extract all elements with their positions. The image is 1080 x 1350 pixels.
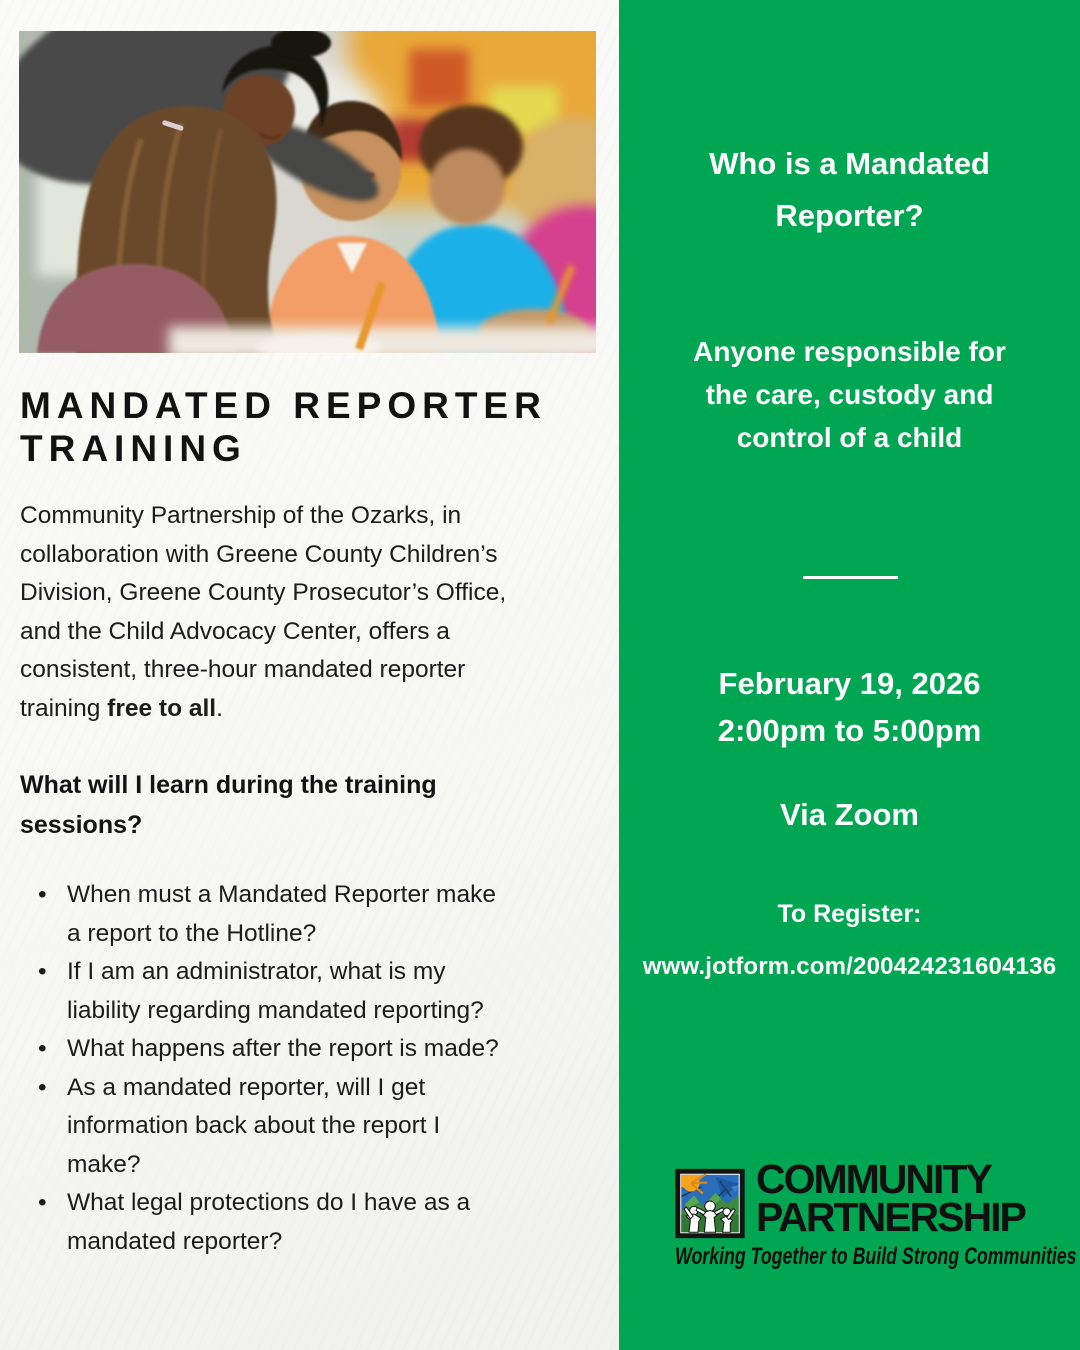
bullet-item: • When must a Mandated Reporter make a report to the Hotline? [20, 876, 512, 953]
event-time: 2:00pm to 5:00pm [717, 713, 982, 748]
register-label: To Register: [777, 900, 922, 928]
bullet-item: • As a mandated reporter, will I get information back about the report I make? [20, 1069, 512, 1185]
who-answer-text: Anyone responsible for the care, custody and control of a child [693, 336, 1006, 453]
bullet-item: • What legal protections do I have as a mandated reporter? [20, 1184, 512, 1261]
logo-line1: COMMUNITY [756, 1156, 991, 1202]
who-heading-text: Who is a Mandated Reporter? [709, 146, 990, 233]
register-url-link[interactable]: www.jotform.com/200424231604136 [642, 953, 1057, 980]
community-partnership-logo [619, 1156, 1080, 1290]
intro-paragraph [20, 497, 580, 728]
divider-line [803, 576, 898, 579]
learn-bullet-list [20, 876, 520, 1261]
right-panel [619, 0, 1080, 1350]
logo-line2: PARTNERSHIP [756, 1194, 1025, 1240]
who-answer [619, 330, 1080, 459]
classroom-photo [19, 31, 596, 353]
classroom-photo-illustration [19, 31, 596, 353]
intro-bold-text: free to all [107, 694, 217, 722]
learn-subheading: What will I learn during the training sessions? [20, 771, 437, 839]
event-datetime [619, 660, 1080, 754]
bullet-item: • What happens after the report is made? [20, 1030, 512, 1069]
event-platform: Via Zoom [780, 797, 919, 832]
bullet-item: • If I am an administrator, what is my liability regarding mandated reporting? [20, 953, 512, 1030]
community-partnership-logo-icon [675, 1167, 745, 1240]
logo-wordmark [756, 1156, 1056, 1240]
event-date: February 19, 2026 [718, 666, 981, 701]
who-heading [619, 138, 1080, 242]
intro-text: Community Partnership of the Ozarks, in collaboration with Greene County Children’s Division, Greene County Prosecutor’s Office, and the Child Advocacy Center, offers a consistent, three-hour mandated reporter training [20, 502, 507, 722]
logo-tagline: Working Together to Build Strong Communities [675, 1243, 1077, 1270]
page-title: MANDATED REPORTER TRAINING [20, 385, 547, 469]
intro-suffix: . [216, 694, 223, 722]
